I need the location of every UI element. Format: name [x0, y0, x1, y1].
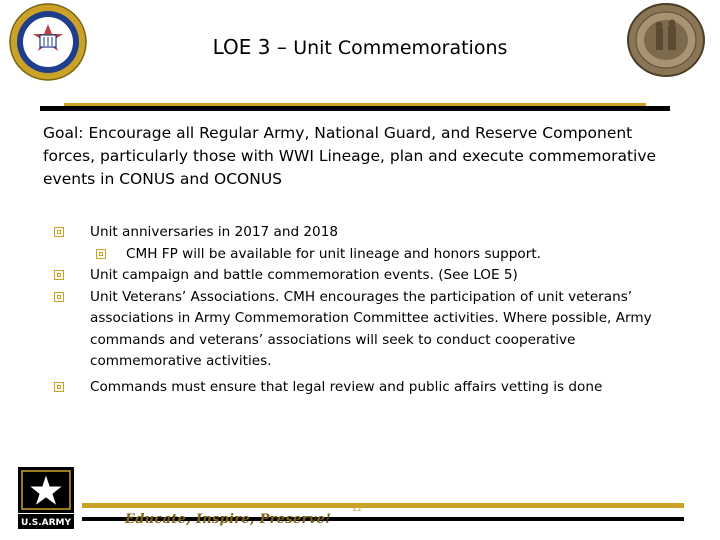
square-bullet-icon	[54, 270, 64, 280]
slide-title-main: LOE 3 –	[212, 35, 294, 59]
bullet-text: Unit campaign and battle commemoration events. (See LOE 5)	[90, 267, 518, 283]
bullet-item	[50, 377, 670, 399]
us-army-star-logo	[18, 467, 74, 529]
goal-statement: Goal: Encourage all Regular Army, National Guard, and Reserve Component forces, particularly those with WWI Lineage, plan and execute commemorative events in CONUS and OCONUS	[43, 124, 657, 188]
header-black-rule	[40, 106, 670, 111]
footer-gold-rule	[82, 503, 684, 508]
army-logo-text: U.S.ARMY	[21, 518, 71, 528]
bullet-text: Commands must ensure that legal review and public affairs vetting is done	[90, 378, 603, 395]
sub-bullet-text: CMH FP will be available for unit lineage and honors support.	[126, 245, 541, 262]
wwi-centennial-medallion-logo	[626, 2, 706, 78]
bullet-item	[50, 222, 670, 244]
bullet-item	[50, 287, 670, 373]
footer-tagline: Educate, Inspire, Preserve!	[125, 512, 332, 527]
bullet-text: Unit Veterans’ Associations. CMH encourages the participation of unit veterans’ associations in Army Commemoration Committee activities. Where possible, Army commands and veterans’ associations will seek to conduct cooperative commemorative activities.	[90, 288, 652, 369]
bullet-list	[50, 222, 670, 398]
bullet-item	[50, 265, 670, 287]
page-number: 12	[352, 504, 363, 513]
square-bullet-icon	[54, 227, 64, 237]
square-bullet-icon	[96, 249, 106, 259]
slide-title-sub: Unit Commemorations	[293, 37, 508, 59]
square-bullet-icon	[54, 292, 64, 302]
slide-title	[0, 35, 720, 59]
square-bullet-icon	[54, 382, 64, 392]
sub-bullet-item	[50, 244, 670, 266]
bullet-text: Unit anniversaries in 2017 and 2018	[90, 224, 338, 240]
